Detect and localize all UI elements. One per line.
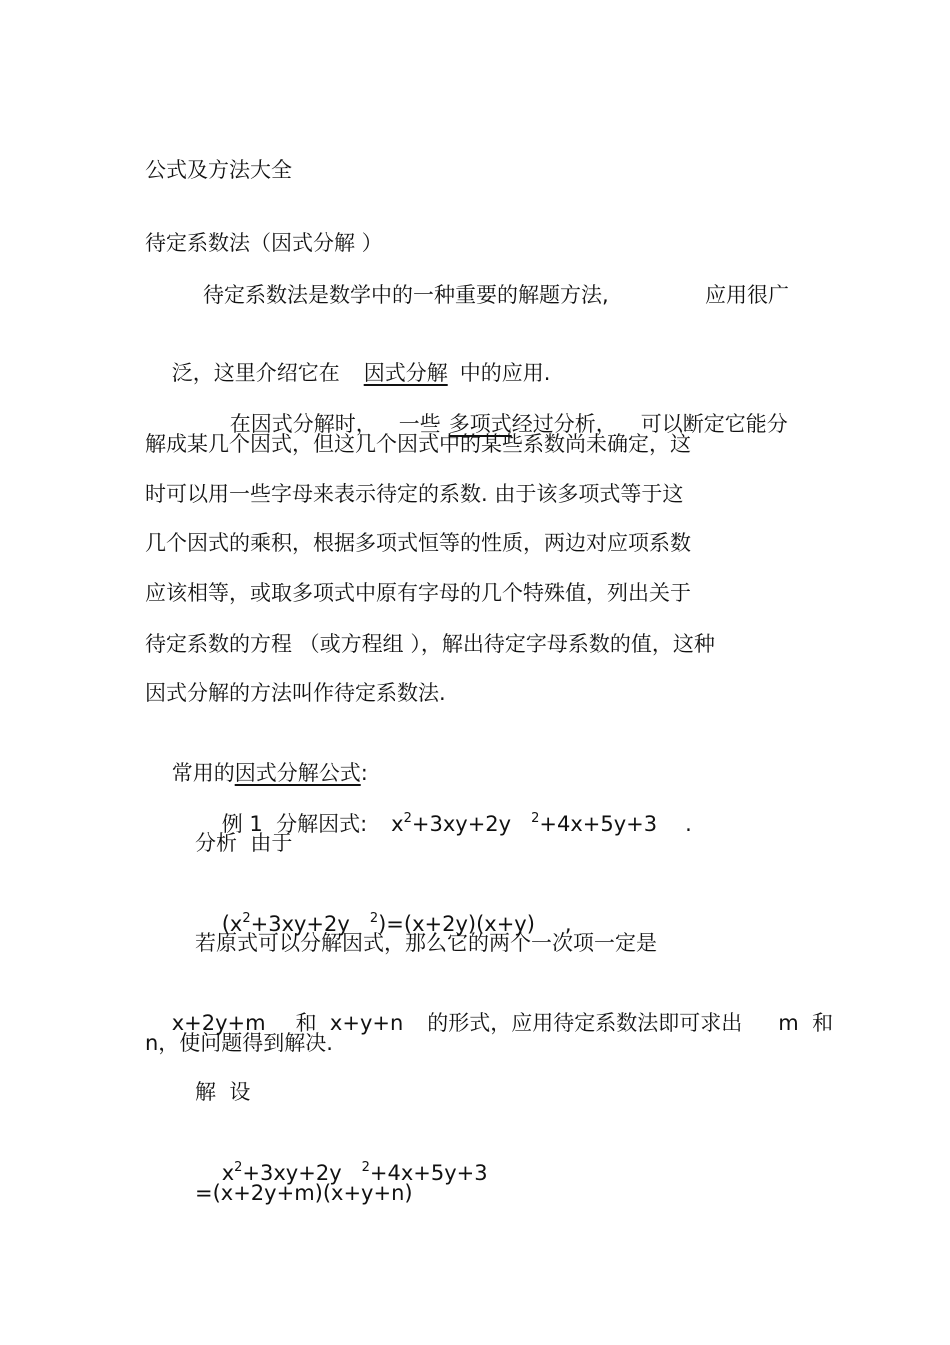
link-polynomial[interactable]: 多项式 xyxy=(448,412,512,436)
para2-text: 经过分析， xyxy=(511,412,617,436)
example-label: 例 1 分解因式: xyxy=(221,812,368,836)
para2-line-1 xyxy=(203,379,788,436)
intro-line-1: 待定系数法是数学中的一种重要的解题方法, xyxy=(203,283,609,307)
analysis-text: 的形式，应用待定系数法即可求出 xyxy=(427,1011,743,1035)
para2-line-4: 几个因式的乘积，根据多项式恒等的性质，两边对应项系数 xyxy=(145,531,691,555)
math-expr: x+2y+m xyxy=(171,1011,266,1035)
math-expr: +3xy+2y xyxy=(411,812,512,836)
superscript: 2 xyxy=(361,1160,370,1175)
analysis-line-5: n，使问题得到解决. xyxy=(145,1031,333,1055)
superscript: 2 xyxy=(403,811,412,826)
analysis-text: 和 x+y+n xyxy=(295,1011,404,1035)
formulas-line xyxy=(145,728,368,785)
analysis-text: m 和 xyxy=(778,1011,834,1035)
para2-line-3: 时可以用一些字母来表示待定的系数. 由于该多项式等于这 xyxy=(145,482,684,506)
math-expr: . xyxy=(685,812,692,836)
math-expr: +4x+5y+3 xyxy=(369,1161,488,1185)
math-expr: )=(x+2y)(x+y) xyxy=(378,912,535,936)
para2-text: 一些 xyxy=(398,412,441,436)
intro-line-1b: 应用很广 xyxy=(705,283,789,307)
example-line xyxy=(195,779,692,836)
analysis-equation xyxy=(195,879,572,936)
superscript: 2 xyxy=(234,1160,243,1175)
math-expr: +3xy+2y xyxy=(250,912,350,936)
para2-text: 在因式分解时， xyxy=(229,412,377,436)
para2-line-2: 解成某几个因式，但这几个因式中的某些系数尚未确定，这 xyxy=(145,432,691,456)
analysis-line-4 xyxy=(145,978,834,1035)
solution-line-2: =(x+2y+m)(x+y+n) xyxy=(195,1181,413,1205)
analysis-line-3: 若原式可以分解因式，那么它的两个一次项一定是 xyxy=(195,931,657,955)
superscript: 2 xyxy=(531,811,540,826)
intro-line-2 xyxy=(145,328,551,385)
para2-line-6: 待定系数的方程 （或方程组 ），解出待定字母系数的值，这种 xyxy=(145,632,715,656)
superscript: 2 xyxy=(242,911,251,926)
math-expr: +3xy+2y xyxy=(242,1161,342,1185)
link-factorization-formulas[interactable]: 因式分解公式 xyxy=(234,761,361,785)
intro-text: 中的应用. xyxy=(459,361,551,385)
math-expr: x xyxy=(221,1161,235,1185)
para2-line-7: 因式分解的方法叫作待定系数法. xyxy=(145,681,446,705)
formulas-text: 常用的 xyxy=(171,761,235,785)
solution-label: 解 设 xyxy=(195,1080,251,1104)
superscript: 2 xyxy=(369,911,379,926)
section-heading: 待定系数法（因式分解 ） xyxy=(145,231,383,255)
math-expr: , xyxy=(564,912,572,936)
analysis-label: 分析 由于 xyxy=(195,831,293,855)
intro-text: 泛，这里介绍它在 xyxy=(171,361,340,385)
math-expr: +4x+5y+3 xyxy=(539,812,658,836)
math-expr: (x xyxy=(221,912,243,936)
link-factorization[interactable]: 因式分解 xyxy=(363,361,448,385)
para2-text: 可以断定它能分 xyxy=(640,412,788,436)
solution-line-1 xyxy=(195,1128,488,1185)
math-expr: x xyxy=(391,812,404,836)
formulas-text: : xyxy=(360,761,368,785)
para2-line-5: 应该相等，或取多项式中原有字母的几个特殊值，列出关于 xyxy=(145,581,691,605)
document-title: 公式及方法大全 xyxy=(145,158,292,182)
